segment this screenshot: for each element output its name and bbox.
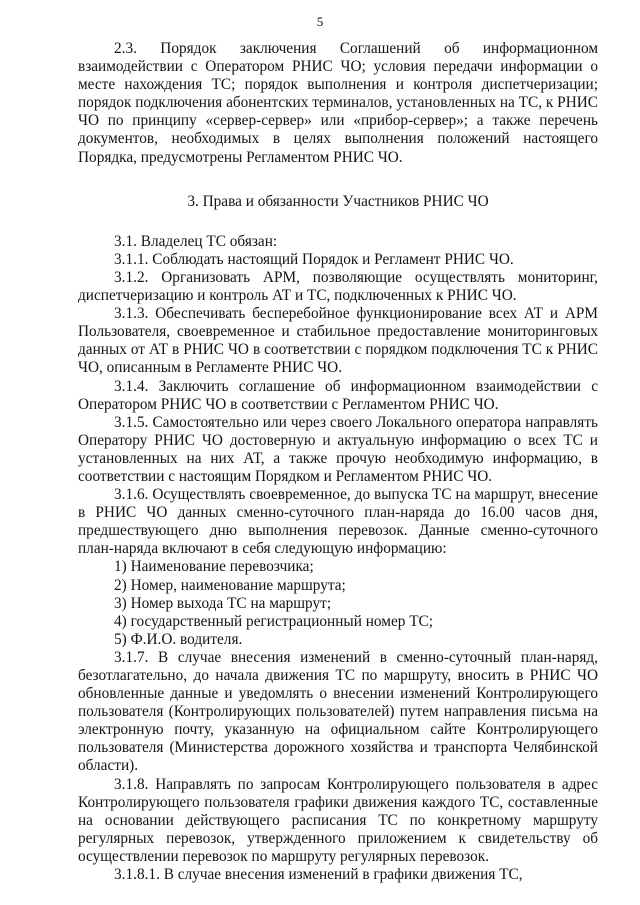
list-item: 3) Номер выхода ТС на маршрут; [114, 594, 332, 612]
paragraph-3-1-5: 3.1.5. Самостоятельно или через своего Локального оператора направлять Оператору РНИС ЧО достоверную и актуальную информацию о всех ТС и установленных на них АТ, а также прочую необходимую информацию, в соответствии с настоящим Порядком и Регламентом РНИС ЧО. [78, 413, 598, 485]
section-title: 3. Права и обязанности Участников РНИС ЧО [187, 192, 489, 210]
paragraph-3-1-6: 3.1.6. Осуществлять своевременное, до выпуска ТС на маршрут, внесение в РНИС ЧО данных сменно-суточного план-наряда до 16.00 часов дня, предшествующего дню выполнения перевозок. Данные сменно-суточного план-наряда включают в себя следующую информацию: [78, 486, 598, 558]
paragraph-3-1-8: 3.1.8. Направлять по запросам Контролирующего пользователя в адрес Контролирующего пользователя графики движения каждого ТС, составленные на основании действующего расписания ТС по конкретному маршруту регулярных перевозок, утвержденного приложением к свидетельству об осуществлении перевозок по маршруту регулярных перевозок. [78, 775, 598, 865]
paragraph-3-1-3: 3.1.3. Обеспечивать бесперебойное функционирование всех АТ и АРМ Пользователя, своевременное и стабильное предоставление мониторинговых данных от АТ в РНИС ЧО в соответствии с порядком подключения ТС к РНИС ЧО, описанным в Регламенте РНИС ЧО. [78, 305, 598, 377]
list-item: 1) Наименование перевозчика; [114, 558, 314, 576]
paragraph-3-1-4: 3.1.4. Заключить соглашение об информационном взаимодействии с Оператором РНИС ЧО в соответствии с Регламентом РНИС ЧО. [78, 377, 598, 413]
paragraph-2-3: 2.3. Порядок заключения Соглашений об информационном взаимодействии с Оператором РНИС ЧО; условия передачи информации о месте нахождения ТС; порядок выполнения и контроля диспетчеризации; порядок подключения абонентских терминалов, установленных на ТС, к РНИС ЧО по принципу «сервер-сервер» или «прибор-сервер»; а также перечень документов, необходимых в целях выполнения положений настоящего Порядка, предусмотрены Регламентом РНИС ЧО. [78, 40, 598, 166]
paragraph-3-1-8-1: 3.1.8.1. В случае внесения изменений в графики движения ТС, [114, 866, 523, 884]
paragraph-3-1-1: 3.1.1. Соблюдать настоящий Порядок и Регламент РНИС ЧО. [114, 250, 514, 268]
list-item: 4) государственный регистрационный номер ТС; [114, 612, 434, 630]
list-item: 5) Ф.И.О. водителя. [114, 630, 243, 648]
document-body [78, 40, 598, 884]
paragraph-3-1-2: 3.1.2. Организовать АРМ, позволяющие осуществлять мониторинг, диспетчеризацию и контроль АТ и ТС, подключенных к РНИС ЧО. [78, 268, 598, 305]
paragraph-3-1: 3.1. Владелец ТС обязан: [114, 232, 278, 250]
list-item: 2) Номер, наименование маршрута; [114, 576, 346, 594]
paragraph-3-1-7: 3.1.7. В случае внесения изменений в сменно-суточный план-наряд, безотлагательно, до начала движения ТС по маршруту, вносить в РНИС ЧО обновленные данные и уведомлять о внесении изменений Контролирующего пользователя (Контролирующих пользователей) путем направления письма на электронную почту, указанную на официальном сайте Контролирующего пользователя (Министерства дорожного хозяйства и транспорта Челябинской области). [78, 648, 598, 775]
page-number: 5 [316, 14, 324, 29]
